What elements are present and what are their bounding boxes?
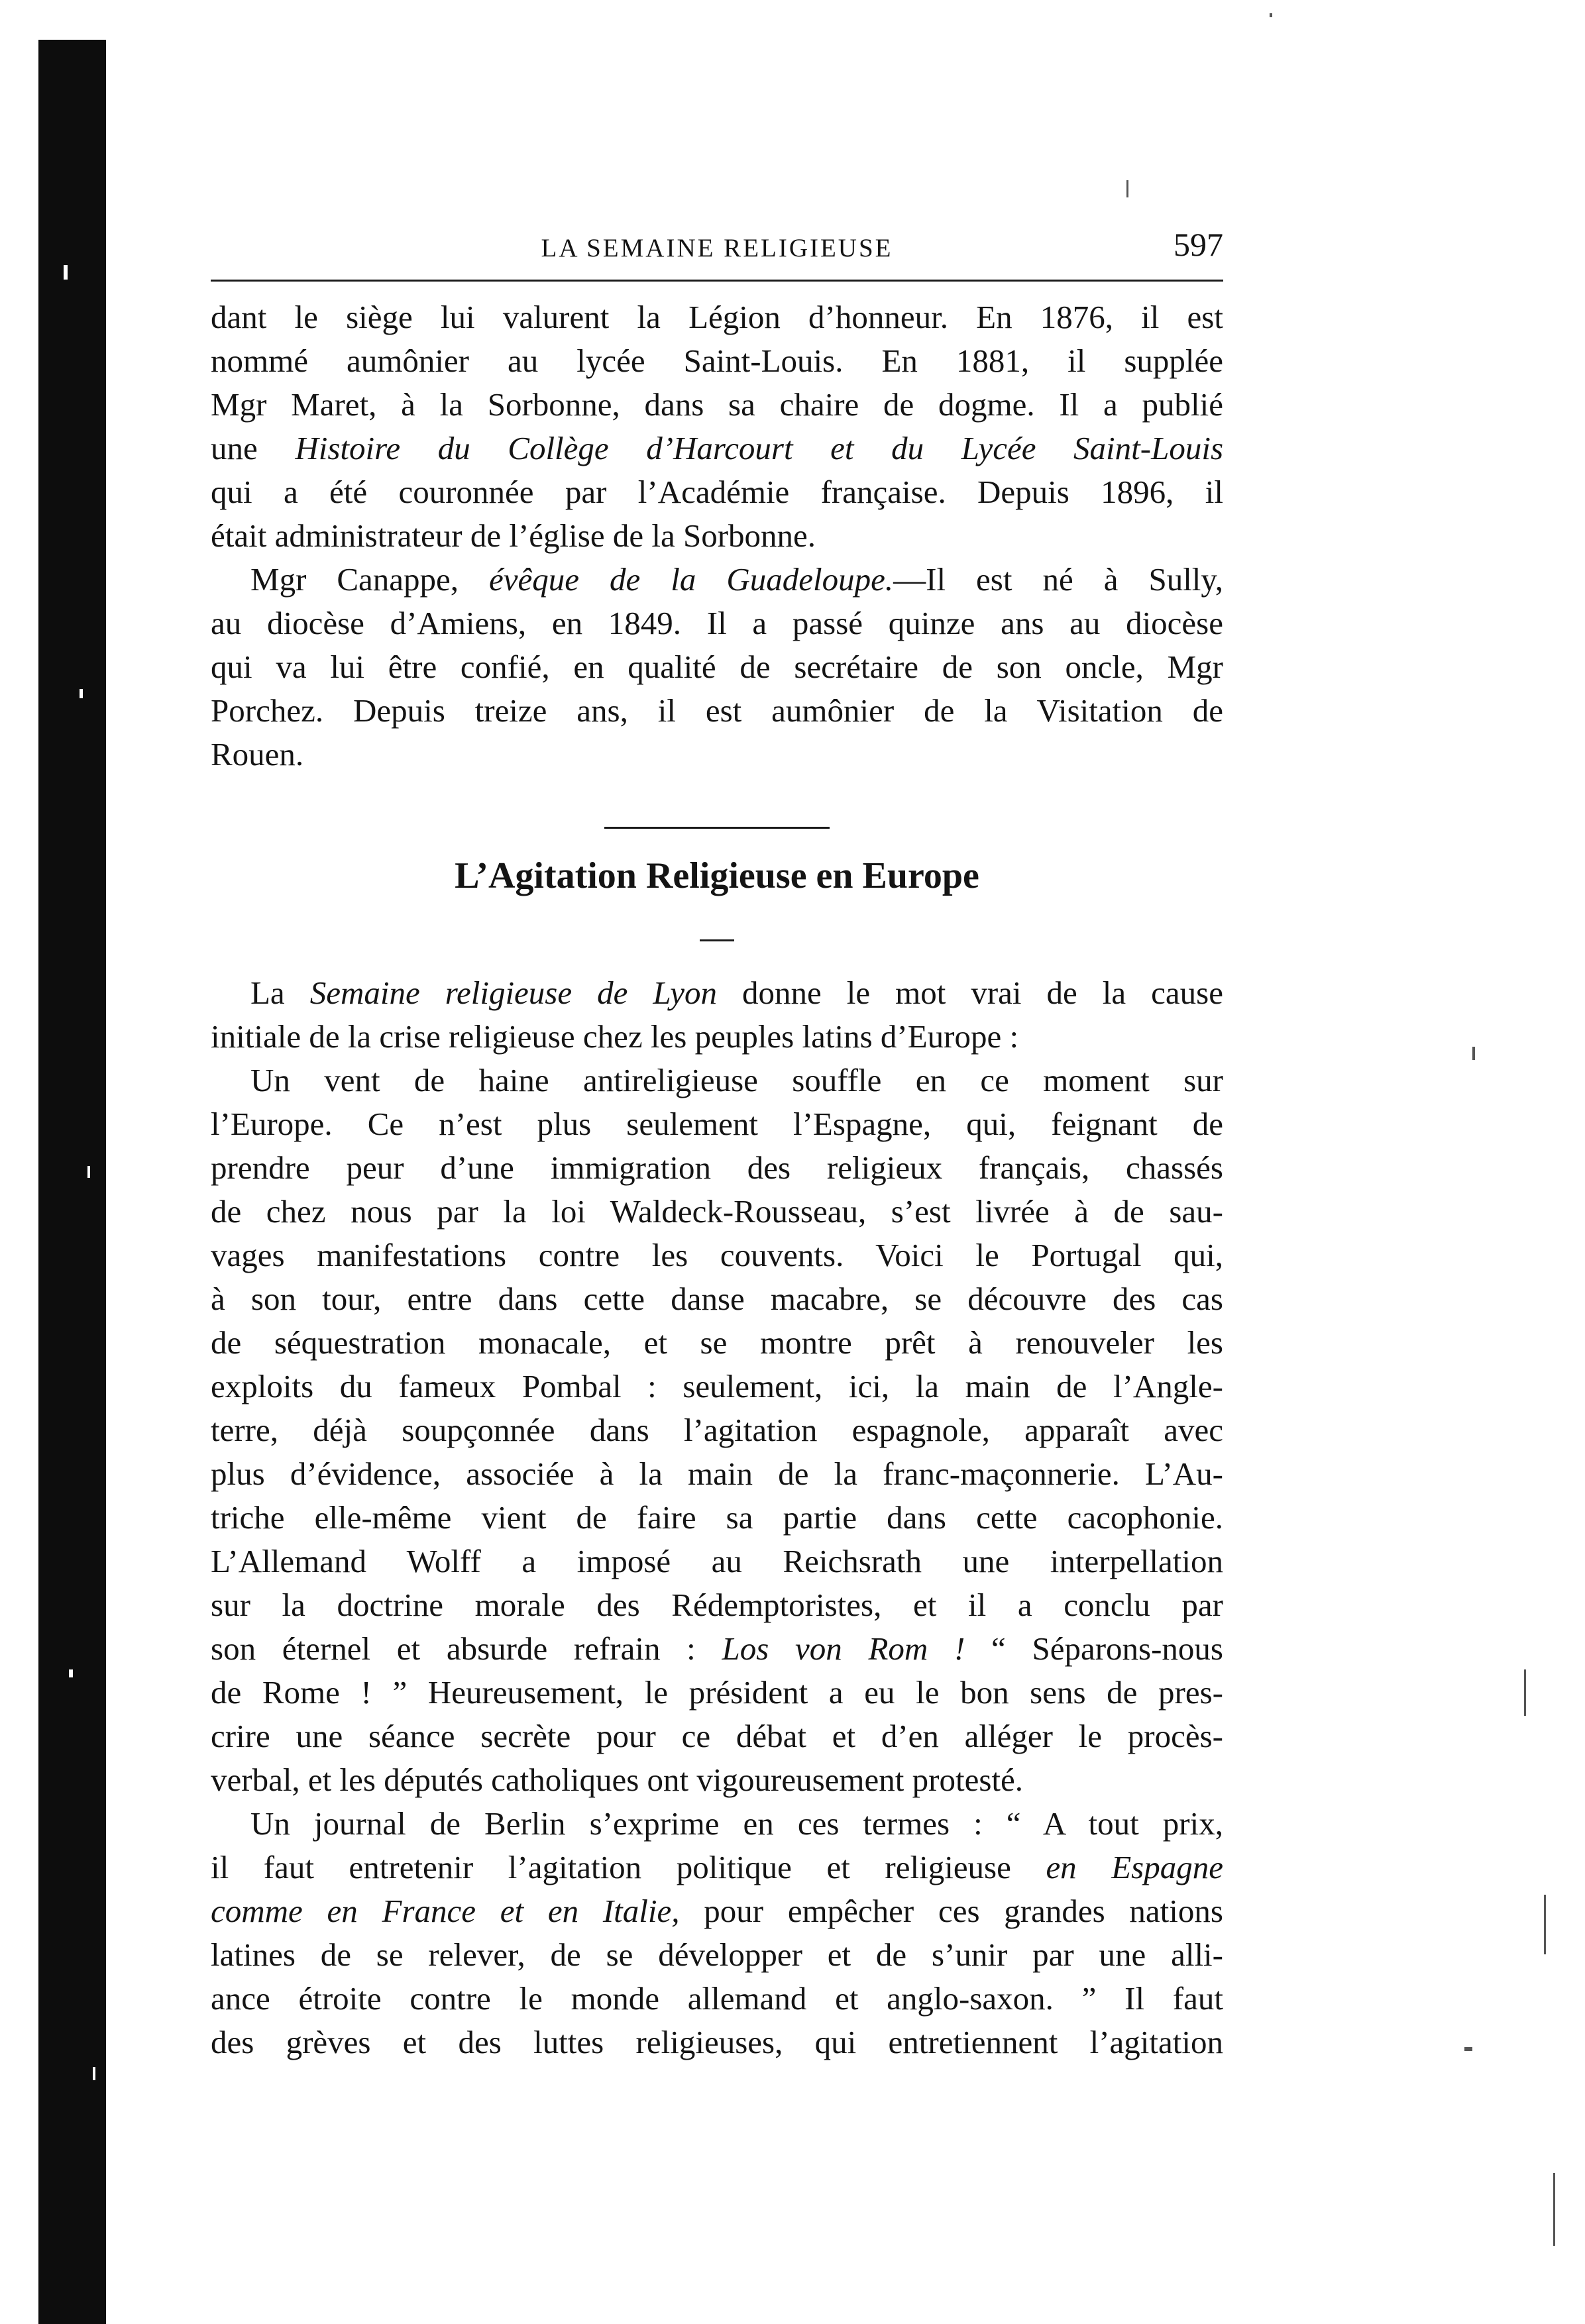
section-rule [604,827,830,829]
running-title: LA SEMAINE RELIGIEUSE [541,234,893,262]
text-line [211,1889,1223,1933]
text-run: Mgr Canappe, [250,561,490,598]
text-line: Un journal de Berlin s’exprime en ces termes : “ A tout prix, [250,1805,1223,1842]
binding-speck [80,689,83,698]
short-rule [700,939,734,941]
binding-speck [69,1669,73,1677]
text-run: pour empêcher ces grandes nations [679,1893,1223,1929]
text-run: —Il est né à Sully, [893,561,1223,598]
text-line: l’Europe. Ce n’est plus seulement l’Espagne, qui, feignant de [211,1106,1223,1142]
text-line: exploits du fameux Pombal : seulement, ici, la main de l’Angle- [211,1368,1223,1404]
canappe-paragraph [211,558,1223,776]
text-line [211,1627,1223,1671]
text-run: La [250,975,310,1011]
text-line: crire une séance secrète pour ce débat et d’en alléger le procès- [211,1718,1223,1754]
header-rule [211,280,1223,282]
text-line: L’Allemand Wolff a imposé au Reichsrath une interpellation [211,1543,1223,1579]
italic-run: en Espagne [1046,1849,1223,1885]
text-line: ance étroite contre le monde allemand et anglo-saxon. ” Il faut [211,1980,1223,2017]
text-line: triche elle-même vient de faire sa partie dans cette cacophonie. [211,1499,1223,1536]
scan-speck [1464,2047,1472,2051]
article-body [211,971,1223,2064]
scan-speck [1553,2173,1555,2246]
italic-run: Los von Rom ! [722,1630,965,1667]
text-line: terre, déjà soupçonnée dans l’agitation espagnole, apparaît avec [211,1412,1223,1448]
page-number: 597 [1174,226,1223,263]
book-title: Histoire du Collège d’Harcourt et du Lycée Saint-Louis [295,430,1224,466]
text-line: verbal, et les députés catholiques ont vigoureusement protesté. [211,1762,1024,1798]
scan-speck [1270,13,1272,17]
text-run: une [211,430,296,466]
binding-speck [87,1166,90,1178]
scan-speck [1472,1047,1475,1060]
text-line [211,427,1223,470]
italic-run: évêque de la Guadeloupe. [489,561,894,598]
text-line: sur la doctrine morale des Rédemptoristes, et il a conclu par [211,1587,1223,1623]
text-line: qui va lui être confié, en qualité de secrétaire de son oncle, Mgr [211,649,1223,685]
text-line [211,1846,1223,1889]
text-run: son éternel et absurde refrain : [211,1630,722,1667]
text-line: nommé aumônier au lycée Saint-Louis. En 1881, il supplée [211,343,1223,379]
text-line: Mgr Maret, à la Sorbonne, dans sa chaire de dogme. Il a publié [211,386,1223,423]
running-header [211,224,1223,274]
text-line: dant le siège lui valurent la Légion d’honneur. En 1876, il est [211,299,1223,335]
text-line: plus d’évidence, associée à la main de la franc-maçonnerie. L’Au- [211,1455,1223,1492]
binding-speck [93,2067,95,2080]
text-line [211,558,1223,602]
intro-paragraph [211,295,1223,558]
text-line: qui a été couronnée par l’Académie française. Depuis 1896, il [211,474,1223,510]
publication-title: Semaine religieuse de Lyon [309,975,717,1011]
text-line: prendre peur d’une immigration des religieux français, chassés [211,1149,1223,1186]
text-line: vages manifestations contre les couvents. Voici le Portugal qui, [211,1237,1223,1273]
text-line: des grèves et des luttes religieuses, qui entretiennent l’agitation [211,2024,1223,2060]
text-line: Rouen. [211,736,304,772]
italic-run: comme en France et en Italie, [211,1893,680,1929]
scan-speck [1126,180,1128,197]
text-run: donne le mot vrai de la cause [716,975,1223,1011]
text-line [211,971,1223,1015]
text-line: initiale de la crise religieuse chez les peuples latins d’Europe : [211,1018,1019,1055]
scan-speck [1544,1895,1546,1954]
text-line: au diocèse d’Amiens, en 1849. Il a passé quinze ans au diocèse [211,605,1223,641]
text-run: “ Séparons-nous [965,1630,1223,1667]
text-line: latines de se relever, de se développer et de s’unir par une alli- [211,1936,1223,1973]
text-line: de Rome ! ” Heureusement, le président a eu le bon sens de pres- [211,1674,1223,1711]
binding-edge [38,40,106,2324]
text-line: était administrateur de l’église de la Sorbonne. [211,517,816,554]
text-line: de séquestration monacale, et se montre prêt à renouveler les [211,1324,1223,1361]
text-line: Un vent de haine antireligieuse souffle en ce moment sur [250,1062,1223,1098]
text-line: de chez nous par la loi Waldeck-Rousseau, s’est livrée à de sau- [211,1193,1223,1230]
scan-speck [1524,1669,1526,1716]
text-line: à son tour, entre dans cette danse macabre, se découvre des cas [211,1281,1223,1317]
text-run: il faut entretenir l’agitation politique et religieuse [211,1849,1046,1885]
binding-speck [64,265,68,280]
section-title: L’Agitation Religieuse en Europe [455,855,979,896]
text-line: Porchez. Depuis treize ans, il est aumônier de la Visitation de [211,692,1223,729]
